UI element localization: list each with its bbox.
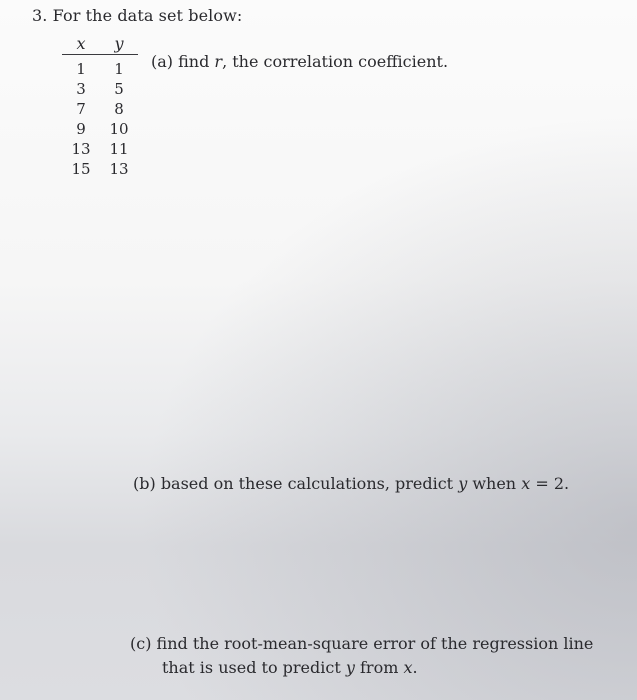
cell-y: 13 [109, 160, 129, 178]
part-c-line-2 [130, 656, 593, 680]
part-b-prefix: (b) based on these calculations, predict [133, 474, 459, 493]
data-table [62, 34, 138, 179]
cell-x: 1 [76, 60, 86, 78]
variable-y: y [458, 474, 468, 493]
column-header-x: x [76, 34, 86, 53]
table-header [62, 34, 138, 55]
part-b-question [133, 474, 569, 493]
table-row [62, 159, 138, 179]
cell-x: 7 [76, 100, 86, 118]
part-c-line-2-suffix: . [412, 658, 418, 677]
part-c-line-2-middle: from [354, 658, 404, 677]
cell-x: 3 [76, 80, 86, 98]
part-c-question [130, 632, 593, 680]
variable-x: x [521, 474, 531, 493]
cell-y: 5 [114, 80, 124, 98]
cell-y: 11 [109, 140, 129, 158]
column-header-y: y [114, 34, 124, 53]
part-b-suffix: = 2. [530, 474, 570, 493]
part-b-middle: when [467, 474, 522, 493]
table-row [62, 79, 138, 99]
cell-x: 9 [76, 120, 86, 138]
cell-y: 10 [109, 120, 129, 138]
table-row [62, 139, 138, 159]
table-row [62, 99, 138, 119]
cell-x: 15 [71, 160, 91, 178]
part-a-prefix: (a) find [151, 52, 215, 71]
variable-x: x [403, 658, 413, 677]
table-body [62, 55, 138, 179]
part-c-line-1: (c) find the root-mean-square error of the regression line [130, 634, 594, 653]
part-a-question [151, 52, 448, 71]
variable-r: r [214, 52, 223, 71]
cell-x: 13 [71, 140, 91, 158]
cell-y: 8 [114, 100, 124, 118]
table-row [62, 119, 138, 139]
part-c-line-2-prefix: that is used to predict [162, 658, 346, 677]
part-a-suffix: , the correlation coefficient. [222, 52, 449, 71]
problem-heading: 3. For the data set below: [32, 6, 243, 25]
variable-y: y [345, 658, 355, 677]
table-row [62, 59, 138, 79]
cell-y: 1 [114, 60, 124, 78]
